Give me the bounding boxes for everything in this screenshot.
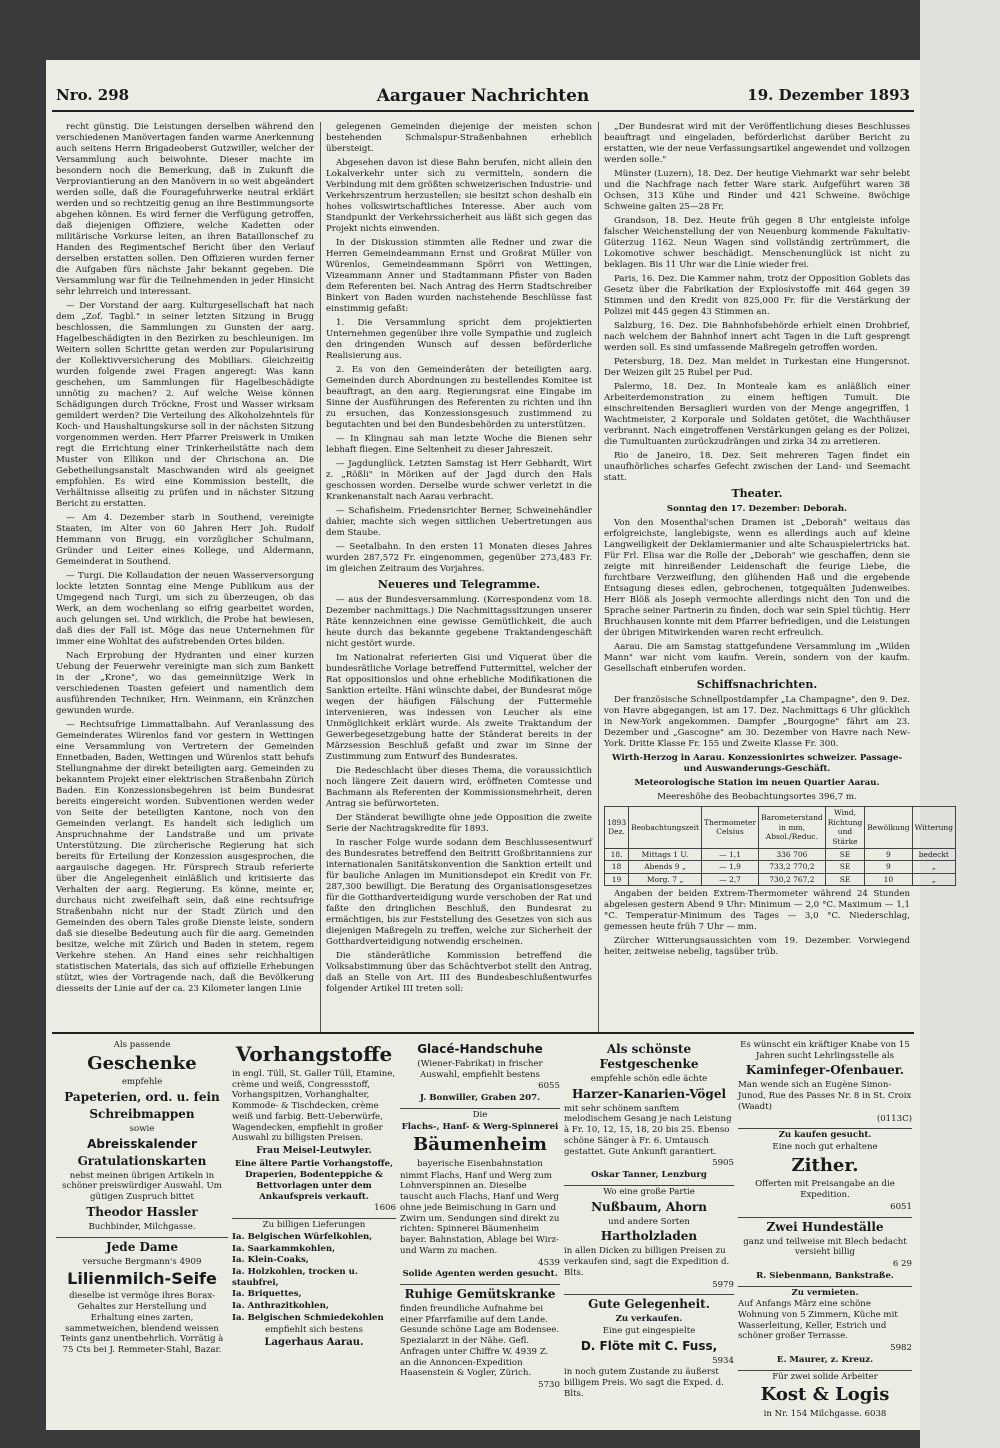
ad-divider [400,1284,560,1285]
ad-column-1 [56,1040,228,1420]
article-paragraph: — aus der Bundesversammlung. (Korrespondenz vom 18. Dezember nachmittags.) Die Nachmittagssitzungen unserer Räte kennzeichnen eine gewisse Gemütlichkeit, die auch heute durch das bekannte gegebene Traktandengeschäft nicht gestört wurde. [326,595,592,650]
article-paragraph: recht günstig. Die Leistungen derselben während den verschiedenen Manövertagen fanden warme Anerkennung auch seitens Herrn Brigadeoberst Gutzwiller, welcher der Versammlung auch beiwohnte. Dieser machte im besondern noch die Bemerkung, daß in Zukunft die Verproviantierung an den Manövern in so weit abgeändert werden solle, daß die Fouragefuhrwerke neutral erklärt werden und so rechtzeitig genug an ihre Bestimmungsorte abgehen können. Es wird ferner die Verfügung getroffen, daß diejenigen Offiziere, welche Kadetten oder militärische Vorkurse leiten, an ihren Bataillonschef zu Handen des Regimentschef Bericht über den Verlauf derselben erstatten sollen. Den Offizieren wurden ferner die Aufgaben fürs nächste Jahr bekannt gegeben. Die Versammlung war für die Teilnehmenden in jeder Hinsicht sehr lehrreich und interessant. [56,122,314,297]
weather-header-cell: Witterung [912,807,956,848]
ad-text: dieselbe ist vermöge ihres Borax-Gehaltes zur Herstellung und Erhaltung eines zarten, sammetweichen, blendend weissen Teints ganz unentbehrlich. Vorrätig à 75 Cts bei J. Remmeter-Stahl, Bazar. [60,1291,224,1356]
ad-headline: Geschenke [87,1052,197,1074]
newspaper-page [46,60,954,1430]
ad-text: nimmt Flachs, Hanf und Werg zum Lohnverspinnen an. Dieselbe tauscht auch Flachs, Hanf und Werg ohne jede Beimischung in Garn und Zwirn um. Sendungen sind direkt zu richten: Spinnerei Bäumenheim bayer. Bahnstation, Ablage bei Wirz- und Warm zu machen. [400,1170,560,1256]
ad-text: Offerten mit Preisangabe an die Expedition. [755,1179,895,1201]
weather-cell: „ [912,873,956,886]
ad-divider [738,1286,912,1287]
weather-header-cell: Bewölkung [865,807,912,848]
weather-cell: „ [912,861,956,874]
article-paragraph: Abgesehen davon ist diese Bahn berufen, nicht allein den Lokalverkehr unter sich zu vermitteln, sondern die Verbindung mit dem größten schweizerischen Industrie- und Verkehrszentrum herzustellen; sie besitzt schon deshalb ein hohes volkswirtschaftliches Interesse. Aber auch vom Standpunkt der Verkehrssicherheit aus läßt sich gegen das Projekt nichts einwenden. [326,158,592,234]
ad-column-3 [400,1040,560,1420]
ad-text: ganz und teilweise mit Blech bedacht versieht billig [743,1236,907,1258]
masthead-rule [52,110,914,112]
ad-column-2 [232,1040,396,1420]
article-paragraph: Rio de Janeiro, 18. Dez. Seit mehreren Tagen findet ein unaufhörliches scharfes Gefecht zwischen der Land- und Seemacht statt. [604,451,910,483]
weather-header-cell: 1893 Dez. [605,807,629,848]
ad-wohnung [738,1288,912,1366]
ad-column-5 [738,1040,912,1420]
ad-divider [564,1294,734,1295]
weather-cell: — 2,7 [702,873,759,886]
ad-line: empfehle schön edle ächte [590,1074,708,1084]
page-edge [920,0,1000,1448]
ad-headline: Harzer-Kanarien-Vögel [571,1086,727,1101]
ad-line: sowie [129,1123,155,1134]
ad-item: Ia. Klein-Coaks, [232,1255,309,1266]
ad-divider [738,1370,912,1371]
theater-subheading: Sonntag den 17. Dezember: Deborah. [666,504,848,515]
ad-text: in engl. Tüll, St. Galler Tüll, Etamine, crème und weiß, Congressstoff, Vorhangspitzen, Vorhanghalter, Kommode- & Tischdecken, crème weiß und farbig. Bett-Ueberwürfe, Wagendecken, empfiehlt in großer Auswahl zu billigsten Preisen. [232,1069,396,1144]
ad-advertiser: Oskar Tanner, Lenzburg [591,1170,707,1181]
ad-line: Abreisskalender [87,1136,197,1151]
ad-floete [564,1297,734,1399]
ad-column-4 [564,1040,734,1420]
ad-item: Ia. Briquettes, [232,1289,302,1300]
ad-number: 5982 [890,1343,912,1354]
article-paragraph: — In Klingnau sah man letzte Woche die Bienen sehr lebhaft fliegen. Eine Seltenheit zu dieser Jahreszeit. [326,434,592,455]
weather-cell: 9 [865,861,912,874]
weather-header-cell: Thermometer Celsius [702,807,759,848]
ad-handschuhe [400,1042,560,1104]
advertisement-rule [52,1032,914,1034]
article-paragraph: — Turgi. Die Kollaudation der neuen Wasserversorgung lockte letzten Sonntag eine Menge Publikum aus der Umgegend nach Turgi, um sich zu überzeugen, ob das Werk, an dem wochenlang so eifrig gearbeitet worden, auch gelungen sei. Und wirklich, die Probe hat bewiesen, daß dies der Fall ist. Möge das neue Unternehmen für immer eine Wohltat des aufstrebenden Ortes bilden. [56,571,314,647]
article-paragraph: — Am 4. Dezember starb in Southend, vereinigte Staaten, im Alter von 60 Jahren Herr Joh. Rudolf Hemmann von Brugg, ein vorzüglicher Schulmann, Gründer und Leiter eines Kollege, und Aldermann, Gemeinderat in Southend. [56,513,314,567]
article-paragraph: Münster (Luzern), 18. Dez. Der heutige Viehmarkt war sehr belebt und die Nachfrage nach fetter Ware stark. Aufgeführt waren 38 Ochsen, 313 Kühe und Rinder und 421 Schweine. 8wöchige Schweine galten 25—28 Fr. [604,169,910,212]
ad-number: 6051 [890,1201,912,1212]
column-rule [598,122,599,1032]
ad-number: 5905 [712,1158,734,1169]
ad-divider [564,1185,734,1186]
ad-item: Ia. Belgischen Würfelkohlen, [232,1231,373,1242]
ad-line: bayerische Eisenbahnstation [417,1158,543,1169]
ad-line: Zu vermieten. [791,1287,859,1298]
ad-gemuetskranke [400,1287,560,1391]
ad-zither [738,1130,912,1212]
ad-headline: Nußbaum, Ahorn [591,1199,707,1214]
article-paragraph: 2. Es von den Gemeinderäten der beteiligten aarg. Gemeinden durch Abordnungen zu bestellendes Komitee ist beauftragt, an den aarg. Regierungsrat eine Eingabe im Sinne der Ausführungen des Referenten zu richten und ihn zu ersuchen, das Konzessionsgesuch zustimmend zu begutachten und bei den Bundesbehörden zu unterstützen. [326,365,592,430]
weather-forecast: Zürcher Witterungsaussichten vom 19. Dezember. Vorwiegend heiter, zeitweise nebelig, tagsüber trüb. [604,936,910,958]
article-paragraph: Salzburg, 16. Dez. Die Bahnhofsbehörde erhielt einen Drohbrief, nach welchem der Bahnhof innert acht Tagen in die Luft gesprengt werden soll. Es sind umfassende Maßregeln getroffen worden. [604,321,910,353]
weather-table [604,806,956,886]
ad-headline: Lilienmilch-Seife [67,1269,217,1289]
ad-item: Ia. Saarkammkohlen, [232,1243,336,1254]
ad-geschenke [56,1040,228,1233]
ad-number: 5730 [538,1380,560,1391]
ad-headline: Kost & Logis [760,1384,890,1406]
weather-cell: Abends 9 „ [629,861,702,874]
article-paragraph: Nach Erprobung der Hydranten und einer kurzen Uebung der Feuerwehr vereinigte man sich zum Bankett in der „Krone", wo das gemeinnützige Werk in verschiedenen Toasten gefeiert und namentlich dem ausführenden Techniker, Hrn. Weinmann, ein Kränzchen gewunden wurde. [56,651,314,716]
ad-advertiser: R. Siebenmann, Bankstraße. [756,1270,894,1281]
ad-item: Ia. Belgischen Schmiedekohlen [232,1312,384,1323]
ad-line: Eine noch gut erhaltene [772,1142,878,1153]
ad-line: versuche Bergmann's [82,1256,177,1267]
ad-headline: D. Flöte mit C. Fuss, [580,1338,718,1353]
article-paragraph: — Schafisheim. Friedensrichter Berner, Schweinehändler dahier, machte sich wegen sittlichen Uebertretungen aus dem Staube. [326,506,592,538]
ad-line: Eine gut eingespielte [602,1326,696,1337]
ad-line: empfehle [121,1077,163,1088]
shipping-text: Der französische Schnellpostdampfer „La Champagne", den 9. Dez. von Havre abgegangen, ist am 17. Dez. Nachmittags 6 Uhr glücklich in New-York angekommen. Dampfer „Bourgogne" fährt am 23. Dezember und „Gascogne" am 30. Dezember von Havre nach New-York. Dritte Klasse Fr. 155 und Zweite Klasse Fr. 300. [604,695,910,750]
ad-headline: Jede Dame [105,1239,179,1254]
ad-text: (Wiener-Fabrikat) in frischer Auswahl, empfiehlt bestens [417,1059,543,1080]
article-paragraph: Grandson, 18. Dez. Heute früh gegen 8 Uhr entgleiste infolge falscher Weichenstellung der von Neuenburg kommende Fakultativ-Güterzug 1162. Neun Wagen sind vollständig zertrümmert, die Lokomotive schwer beschädigt. Menschenunglück ist nicht zu beklagen. Bis 11 Uhr war die Linie wieder frei. [604,216,910,270]
weather-cell: 10 [865,873,912,886]
article-paragraph: Paris, 16. Dez. Die Kammer nahm, trotz der Opposition Goblets das Gesetz über die Fabrikation der Explosivstoffe mit 464 gegen 39 Stimmen und den Kredit von 825,000 Fr. für die Verstärkung der Polizei mit 445 gegen 43 Stimmen an. [604,274,910,317]
ad-line: Wo eine große Partie [603,1186,695,1197]
weather-header-cell: Barometerstand in mm, Absol./Reduc. [759,807,826,848]
ad-number: 1606 [374,1203,396,1214]
ad-text: Man wende sich an Eugène Simon-Junod, Rue des Passes Nr. 8 in St. Croix (Waadt) [738,1080,912,1112]
ad-text: nebst meinen übrigen Artikeln in schöner preiswürdiger Auswahl. Um gütigen Zuspruch bittet [62,1170,222,1203]
ad-text: in noch gutem Zustande zu äußerst billigem Preis. Wo sagt die Exped. d. Blts. [564,1367,724,1399]
weather-cell: 19 [605,873,629,886]
ad-line: Für zwei solide Arbeiter [772,1371,878,1382]
ad-kanarien [564,1042,734,1181]
ad-text: Es wünscht ein kräftiger Knabe von 15 Jahren sucht Lehrlingsstelle als [740,1040,910,1061]
weather-cell: bedeckt [912,848,956,861]
weather-cell: 18 [605,861,629,874]
ad-kost-logis [738,1372,912,1420]
ad-number: 5979 [712,1279,734,1290]
article-paragraph: — Der Vorstand der aarg. Kulturgesellschaft hat nach dem „Zof. Tagbl." in seiner letzten Sitzung in Brugg beschlossen, die Sammlungen zu Gunsten der aarg. Hagelbeschädigten in den Bezirken zu beschleunigen. Im Weitern sollen Schritte getan werden zur Popularisirung der Kollektivversicherung des Mobiliars. Gleichzeitig wurden folgende zwei Fragen angeregt: Was kann geschehen, um Sammlungen für Hagelbeschädigte unnötig zu machen? 2. Auf welche Weise können Schädigungen durch Tröckne, Frost und Wasser wirksam gemildert werden? Die Verteilung des Alkoholzehntels für Koch- und Haushaltungskurse soll in der nächsten Sitzung vorgenommen werden. Herr Pfarrer Preiswerk in Umiken regt die Errichtung einer Trinkerheilstätte nach dem Muster von Ellikon und der Chrischona an. Die Gebetheilungsanstalt Maschwanden wird als geeignet empfohlen. Es wird eine Kommission bestellt, die Verhältnisse allseitig zu prüfen und in nächster Sitzung Bericht zu erstatten. [56,301,314,509]
article-paragraph: — Rechtsufrige Limmattalbahn. Auf Veranlassung des Gemeinderates Würenlos fand vor gestern in Wettingen eine Versammlung von Vertretern der Gemeinden Ennetbaden, Baden, Wettingen und Würenlos statt behufs Stellungnahme der direkt beteiligten aarg. Gemeinden zu bekanntem Projekt einer elektrischen Straßenbahn Zürich Baden. Ein Konzessionsbegehren ist beim Bundesrat bereits eingereicht worden. Subventionen werden weder von Seite der beteiligten Kantone, noch von den Gemeinden verlangt. Es handelt sich lediglich um Anspruchnahme der Landstraße und um private Unterstützung. Die zürcherische Regierung hat sich bereits für Erteilung der Konzession ausgesprochen, die aargauische dagegen. Hr. Fürsprech Straub referierte über die Angelegenheit einläßlich und kritisierte das Verhalten der aarg. Regierung. Es könne, meinte er, durchaus nicht zweifelhaft sein, daß eine rechtsufrige Straßenbahn nicht nur der Stadt Zürich und den Gemeinden des obern Tales große Dienste leiste, sondern daß sie dieselbe Bedeutung auch für die aarg. Gemeinden besitze, welche mit Zürich und Baden in stetem, regem Verkehre stehen. An Hand eines sehr reichhaltigen statistischen Materials, das sich auf offizielle Erhebungen stützt, wies der Vortragende nach, daß die Bevölkerung diesseits der Linie auf der ca. 23 Kilometer langen Linie [56,720,314,994]
ad-advertiser: E. Maurer, z. Kreuz. [776,1354,874,1365]
weather-cell: 730,2 767,2 [759,873,826,886]
ad-text: in allen Dicken zu billigen Preisen zu verkaufen sind, sagt die Expedition d. Blts. [564,1246,730,1278]
weather-row [605,861,956,874]
ad-number: 4909 [179,1256,202,1267]
ad-divider [56,1237,228,1238]
article-paragraph: „Der Bundesrat wird mit der Veröffentlichung dieses Beschlusses beauftragt und eingeladen, beförderlichst darüber Bericht zu erstatten, wie der neue Verfassungsartikel angewendet und vollzogen werden solle." [604,122,910,165]
article-paragraph: In rascher Folge wurde sodann dem Beschlussesentwurf des Bundesrates betreffend den Beitritt Großbritanniens zur internationalen Sanitätskonvention die Sanktion erteilt und für bauliche Anlagen im Munitionsdepot ein Kredit von Fr. 287,300 bewilligt. Die Beratung des Organisationsgesetzes für die Gotthardverteidigung wurde verschoben der Rat und faßte den dringlichen Beschluß, den Bundesrat zu ermächtigen, bis zur Feststellung des Gesetzes von sich aus diejenigen Maßregeln zu treffen, welche zur Sicherheit der Gotthardverteidigung notwendig erscheinen. [326,838,592,948]
ad-hundestaelle [738,1220,912,1282]
ad-headline: Bäumenheim [413,1134,547,1156]
masthead-title: Aargauer Nachrichten [376,86,590,106]
weather-notes: Angaben der beiden Extrem-Thermometer während 24 Stunden abgelesen gestern Abend 9 Uhr: Minimum — 2,0 °C. Maximum — 1,1 °C. Temperatur-Minimum des Tages — 3,0 °C. Niederschlag, gemessen heute früh 7 Uhr — mm. [604,889,910,933]
ad-text: in Nr. 154 Milchgasse. [763,1408,862,1419]
column-1 [56,122,314,1028]
weather-cell: SE [825,873,865,886]
article-paragraph: Die ständerätliche Kommission betreffend die Volksabstimmung über das Schächtverbot stellt den Antrag, daß an Stelle von Art. III des Bundesbeschlußentwurfes folgender Artikel III treten soll: [326,951,592,995]
ad-item: Ia. Holzkohlen, trocken u. staubfrei, [232,1267,358,1288]
weather-cell: Morg. 7 „ [629,873,702,886]
ad-divider [738,1217,912,1218]
ad-hartholz [564,1187,734,1290]
theater-review: Von den Mosenthal'schen Dramen ist „Deborah" weitaus das erfolgreichste, langlebigste, wenn es allerdings auch auf kleine Langweiligkeit der Deklamiermanier und alte Schauspielertricks hat. Für Frl. Elisa war die Rolle der „Deborah" wie geschaffen, denn sie zeigte mit hinreißender Leidenschaft die feurige Liebe, die furchtbare Verzweiflung, den glühenden Haß und die ergebende Entsagung dieses edlen, gebrochenen, totgequälten Judenweibes. Herr Blöß als Joseph vermochte allerdings nicht den Ton und die Sprache seiner Partnerin zu finden, doch war sein Spiel tüchtig. Herr Bruchhausen konnte mit dem Pfarrer befriedigen, und die Leistungen der übrigen Mitwirkenden waren recht erfreulich. [604,518,910,639]
ad-number: 4539 [538,1257,560,1268]
column-2 [326,122,592,1028]
ad-headline: Gute Gelegenheit. [588,1297,710,1312]
ad-spinnerei [400,1110,560,1280]
ad-vorhangstoffe [232,1042,396,1214]
weather-heading: Meteorologische Station im neuen Quartier Aarau. [634,778,880,789]
ad-line: Zu kaufen gesucht. [778,1130,872,1141]
ad-text: finden freundliche Aufnahme bei einer Pfarrfamilie auf dem Lande. Gesunde schöne Lage am Bodensee. Spezialarzt in der Nähe. Gefl. Anfragen unter Chiffre W. 4939 Z. an die Annoncen-Expedition Haasenstein & Vogler, Zürich. [400,1303,560,1379]
ad-item: Ia. Anthrazitkohlen, [232,1301,329,1312]
ad-headline: Ruhige Gemütskranke [404,1286,556,1301]
theater-heading: Theater. [731,487,783,500]
article-paragraph: Der Ständerat bewilligte ohne jede Opposition die zweite Serie der Nachtragskredite für 1893. [326,813,592,835]
ad-advertiser: Theodor Hassler [86,1204,198,1219]
ad-text: Auf Anfangs März eine schöne Wohnung von 5 Zimmern, Küche mit Wasserleitung, Keller, Estrich und schöner großer Terrasse. [738,1299,898,1342]
ad-kohlen [232,1220,396,1350]
ad-headline: Zither. [791,1154,859,1176]
ad-text: mit sehr schönem sanftem melodischem Gesang je nach Leistung à Fr. 10, 12, 15, 18, 20 bis 25. Ebenso schöne Sänger à Fr. 6. Umtausch gestattet. Gute Ankunft garantiert. [564,1103,732,1157]
article-paragraph: — Seetalbahn. In den ersten 11 Monaten dieses Jahres wurden 287,572 Fr. eingenommen, gegenüber 273,483 Fr. im gleichen Zeitraum des Vorjahres. [326,542,592,574]
ad-number: (0113C) [876,1113,912,1124]
weather-cell: — 1,9 [702,861,759,874]
ad-line: empfiehlt sich bestens [265,1324,363,1335]
ad-number: 5934 [712,1355,734,1366]
weather-cell: 733,2 770,2 [759,861,826,874]
article-paragraph: Im Nationalrat referierten Gisi und Viquerat über die bundesrätliche Vorlage betreffend Futtermittel, welcher der Rat oppositionslos und ohne erhebliche Modifikationen die Sanktion erteilte. Häni wünschte dabei, der Bundesrat möge wegen der häufigen Fälschung der Futtermehle intervenieren, was indessen von Leucher als eine Unmöglichkeit erklärt wurde. Als zweite Traktandum der Gewerbegesetzgebung hatte der Ständerat bereits in der Märzsession Beschluß gefaßt und zwar im Sinne der Zustimmung zum Entwurf des Bundesrates. [326,653,592,763]
weather-cell: 9 [865,848,912,861]
ad-divider [232,1218,396,1219]
shipping-agent: Wirth-Herzog in Aarau. Konzessionirtes schweizer. Passage- und Auswanderungs-Geschäft. [611,753,903,775]
shipping-heading: Schiffsnachrichten. [696,678,818,692]
weather-row [605,848,956,861]
weather-cell: 336 706 [759,848,826,861]
weather-header-row [605,807,956,848]
ad-advertiser: J. Bonwiller, Graben 207. [419,1093,541,1104]
ad-line: und andere Sorten [608,1216,690,1227]
article-paragraph: gelegenen Gemeinden diejenige der meisten schon bestehenden Schmalspur-Straßenbahnen erheblich übersteigt. [326,122,592,154]
issue-number: Nro. 298 [56,86,130,104]
ad-line: Solide Agenten werden gesucht. [402,1269,558,1280]
article-paragraph: — Jagdunglück. Letzten Samstag ist Herr Gebhardt, Wirt z. „Rößli" in Möriken auf der Jagd durch den Hals geschossen worden. Derselbe wurde schwer verletzt in die Krankenanstalt nach Aarau verbracht. [326,459,592,502]
column-rule [320,122,321,1032]
ad-number: 6038 [864,1408,887,1419]
ad-divider [400,1108,560,1109]
article-paragraph: 1. Die Versammlung spricht dem projektierten Unternehmen gegenüber ihre volle Sympathie und zugleich den dringenden Wunsch auf dessen beförderliche Realisierung aus. [326,318,592,361]
article-paragraph: Die Redeschlacht über dieses Thema, die voraussichtlich noch längere Zeit dauern wird, eröffneten Comtesse und Bachmann als Referenten der Kommissionsmehrheit, deren Antrag sie befürworteten. [326,766,592,810]
ad-line: Gratulationskarten [77,1153,207,1168]
weather-cell: SE [825,848,865,861]
ad-number: 6055 [538,1081,560,1092]
ad-text: Eine ältere Partie Vorhangstoffe, Draperien, Bodenteppiche & Bettvorlagen unter dem Ankaufspreis verkauft. [234,1159,394,1202]
weather-header-cell: Wind, Richtung und Stärke [825,807,865,848]
ad-headline: Zwei Hundeställe [766,1219,884,1234]
weather-cell: SE [825,861,865,874]
weather-subheading: Meereshöhe des Beobachtungsortes 396,7 m. [657,792,857,803]
article-paragraph: Palermo, 18. Dez. In Monteale kam es anläßlich einer Arbeiterdemonstration zu einem heftigen Tumult. Die einschreitenden Bersaglieri wurden von der Menge angegriffen, 1 Wachtmeister, 2 Korporale und Soldaten getötet, die Wachthäuser verbrannt. Nach eingetroffenen Verstärkungen gelang es der Polizei, die Tumultuanten zurückzudrängen und zirka 34 zu arretieren. [604,382,910,447]
ad-headline: Glacé-Handschuhe [417,1042,543,1056]
ad-address: Buchbinder, Milchgasse. [88,1221,196,1232]
weather-cell: Mittags 1 U. [629,848,702,861]
ad-line: Papeterien, ord. u. fein [64,1089,220,1104]
issue-date: 19. Dezember 1893 [747,86,910,104]
weather-cell: 18. [605,848,629,861]
section-heading: Neueres und Telegramme. [377,578,541,591]
ad-number: 6 29 [892,1259,912,1270]
weather-row [605,873,956,886]
column-3 [604,122,954,1028]
ad-line: Flachs-, Hanf- & Werg-Spinnerei [401,1121,559,1132]
ad-line: Zu billigen Lieferungen [262,1220,366,1231]
article-paragraph: In der Diskussion stimmten alle Redner und zwar die Herren Gemeindeammann Ernst und Großrat Müller von Würenlos, Gemeindeammann Spörri von Wettingen, Vizeammann Anner und Stadtammann Pfister von Baden dem Referenten bei. Nach Antrag des Herrn Stadtschreiber Binkert von Baden wurden nachstehende Beschlüsse fast einstimmig gefaßt: [326,238,592,314]
ad-line: Die [472,1109,488,1120]
ad-advertiser: Lagerhaus Aarau. [264,1337,364,1349]
ad-headline: Als schönste Festgeschenke [599,1042,699,1071]
ad-kaminfeger [738,1040,912,1124]
ad-headline: Kaminfeger-Ofenbauer. [745,1063,905,1078]
ad-line: Als passende [113,1040,171,1050]
ad-line: Schreibmappen [89,1106,195,1121]
ad-lilienmilch [56,1240,228,1356]
article-paragraph: Petersburg, 18. Dez. Man meldet in Turkestan eine Hungersnot. Der Weizen gilt 25 Rubel per Pud. [604,357,910,378]
ad-line: Zu verkaufen. [615,1314,683,1325]
ad-divider [738,1128,912,1129]
weather-header-cell: Beobachtungszeit [629,807,702,848]
aarau-note: Aarau. Die am Samstag stattgefundene Versammlung im „Wilden Mann" war nicht vom kaufm. Verein, sondern von der kaufm. Gesellschaft einberufen worden. [604,642,910,675]
ad-headline: Vorhangstoffe [235,1042,393,1066]
ad-advertiser: Frau Meisel-Leutwyler. [256,1146,372,1157]
ad-headline: Hartholzladen [600,1229,698,1244]
weather-cell: — 1,1 [702,848,759,861]
